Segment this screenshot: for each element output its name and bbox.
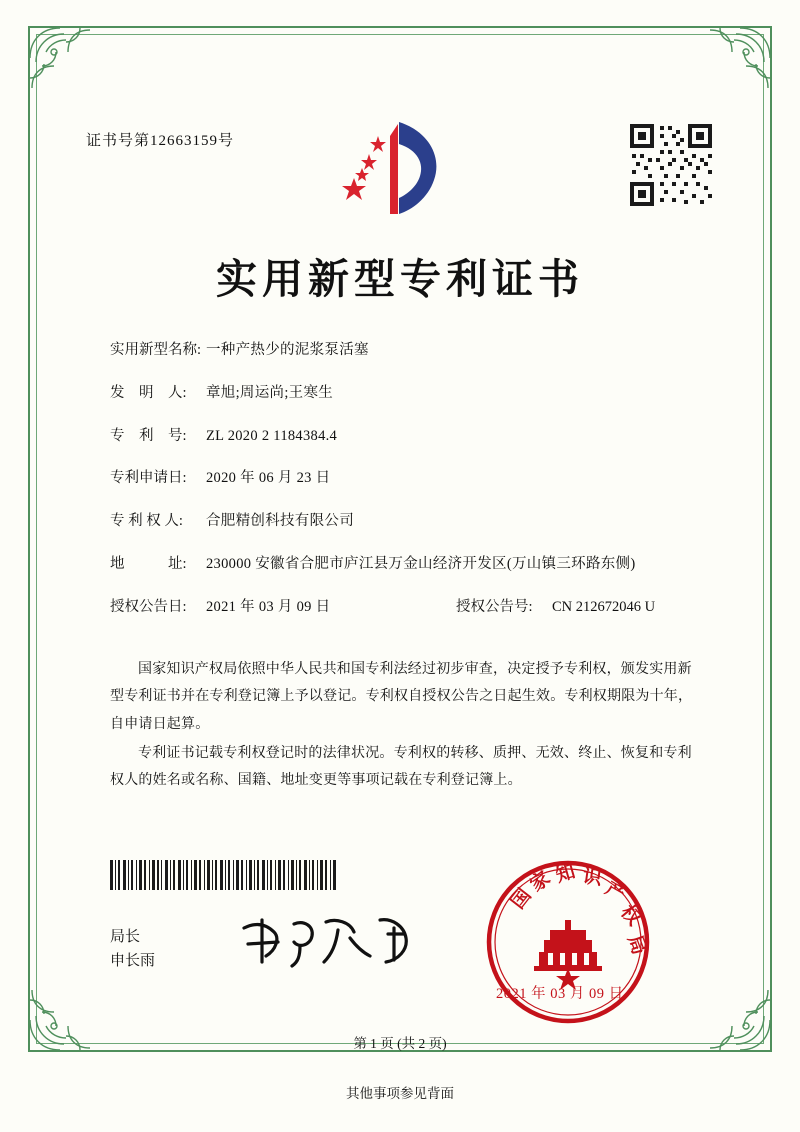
seal-date: 2021 年 03 月 09 日 [496,986,624,1002]
page-indicator: 第 1 页 (共 2 页) [353,1036,447,1051]
field-label: 专 利 号: [110,427,187,444]
signature-name: 申长雨 [110,953,156,969]
field-patent-number [110,426,710,448]
cnipa-logo-icon [338,118,458,222]
svg-text:知: 知 [553,860,578,887]
legal-text [110,656,700,796]
barcode-icon [110,860,336,890]
field-value: ZL 2020 2 1184384.4 [206,427,338,444]
field-address [110,554,710,576]
field-utility-model-name [110,340,710,362]
field-patentee [110,511,710,533]
svg-text:国: 国 [506,884,536,914]
field-list [110,340,710,639]
page-title: 实用新型专利证书 [216,255,584,303]
field-label-grant-date: 授权公告日: [110,598,187,615]
qr-code-icon [628,122,714,208]
paragraph-1: 国家知识产权局依照中华人民共和国专利法经过初步审查，决定授予专利权，颁发实用新型专利证书并在专利登记簿上予以登记。专利权自授权公告之日起生效。专利权期限为十年，自申请日起算。 [110,661,693,732]
handwritten-signature [238,910,418,974]
svg-text:权: 权 [616,901,646,930]
certificate-number: 证书号第12663159号 [86,133,235,149]
signature-role: 局长 [110,929,141,945]
field-inventors [110,383,710,405]
field-value: 2020 年 06 月 23 日 [206,470,331,487]
field-value: 一种产热少的泥浆泵活塞 [206,342,369,358]
field-label-grant-number: 授权公告号: [456,598,533,615]
paragraph-2: 专利证书记载专利权登记时的法律状况。专利权的转移、质押、无效、终止、恢复和专利权人的姓名或名称、国籍、地址变更等事项记载在专利登记簿上。 [110,744,692,789]
field-label: 实用新型名称: [110,342,202,358]
field-label: 专利申请日: [110,470,187,487]
field-value: 章旭;周运尚;王寒生 [206,384,334,401]
svg-text:产: 产 [601,877,629,906]
signature-block [110,925,155,973]
field-label: 发 明 人: [110,384,187,401]
svg-text:识: 识 [581,865,604,890]
svg-text:局: 局 [623,932,651,958]
field-label: 专 利 权 人: [110,513,183,529]
svg-text:家: 家 [526,867,555,897]
field-value: 合肥精创科技有限公司 [206,513,354,529]
field-label: 地 址: [110,555,187,572]
field-grant-announcement [110,597,710,619]
field-application-date [110,468,710,490]
field-value-grant-date: 2021 年 03 月 09 日 [206,598,331,615]
field-value-grant-number: CN 212672046 U [552,598,656,615]
backside-note: 其他事项参见背面 [346,1086,454,1101]
field-value: 230000 安徽省合肥市庐江县万金山经济开发区(万山镇三环路东侧) [206,555,636,572]
